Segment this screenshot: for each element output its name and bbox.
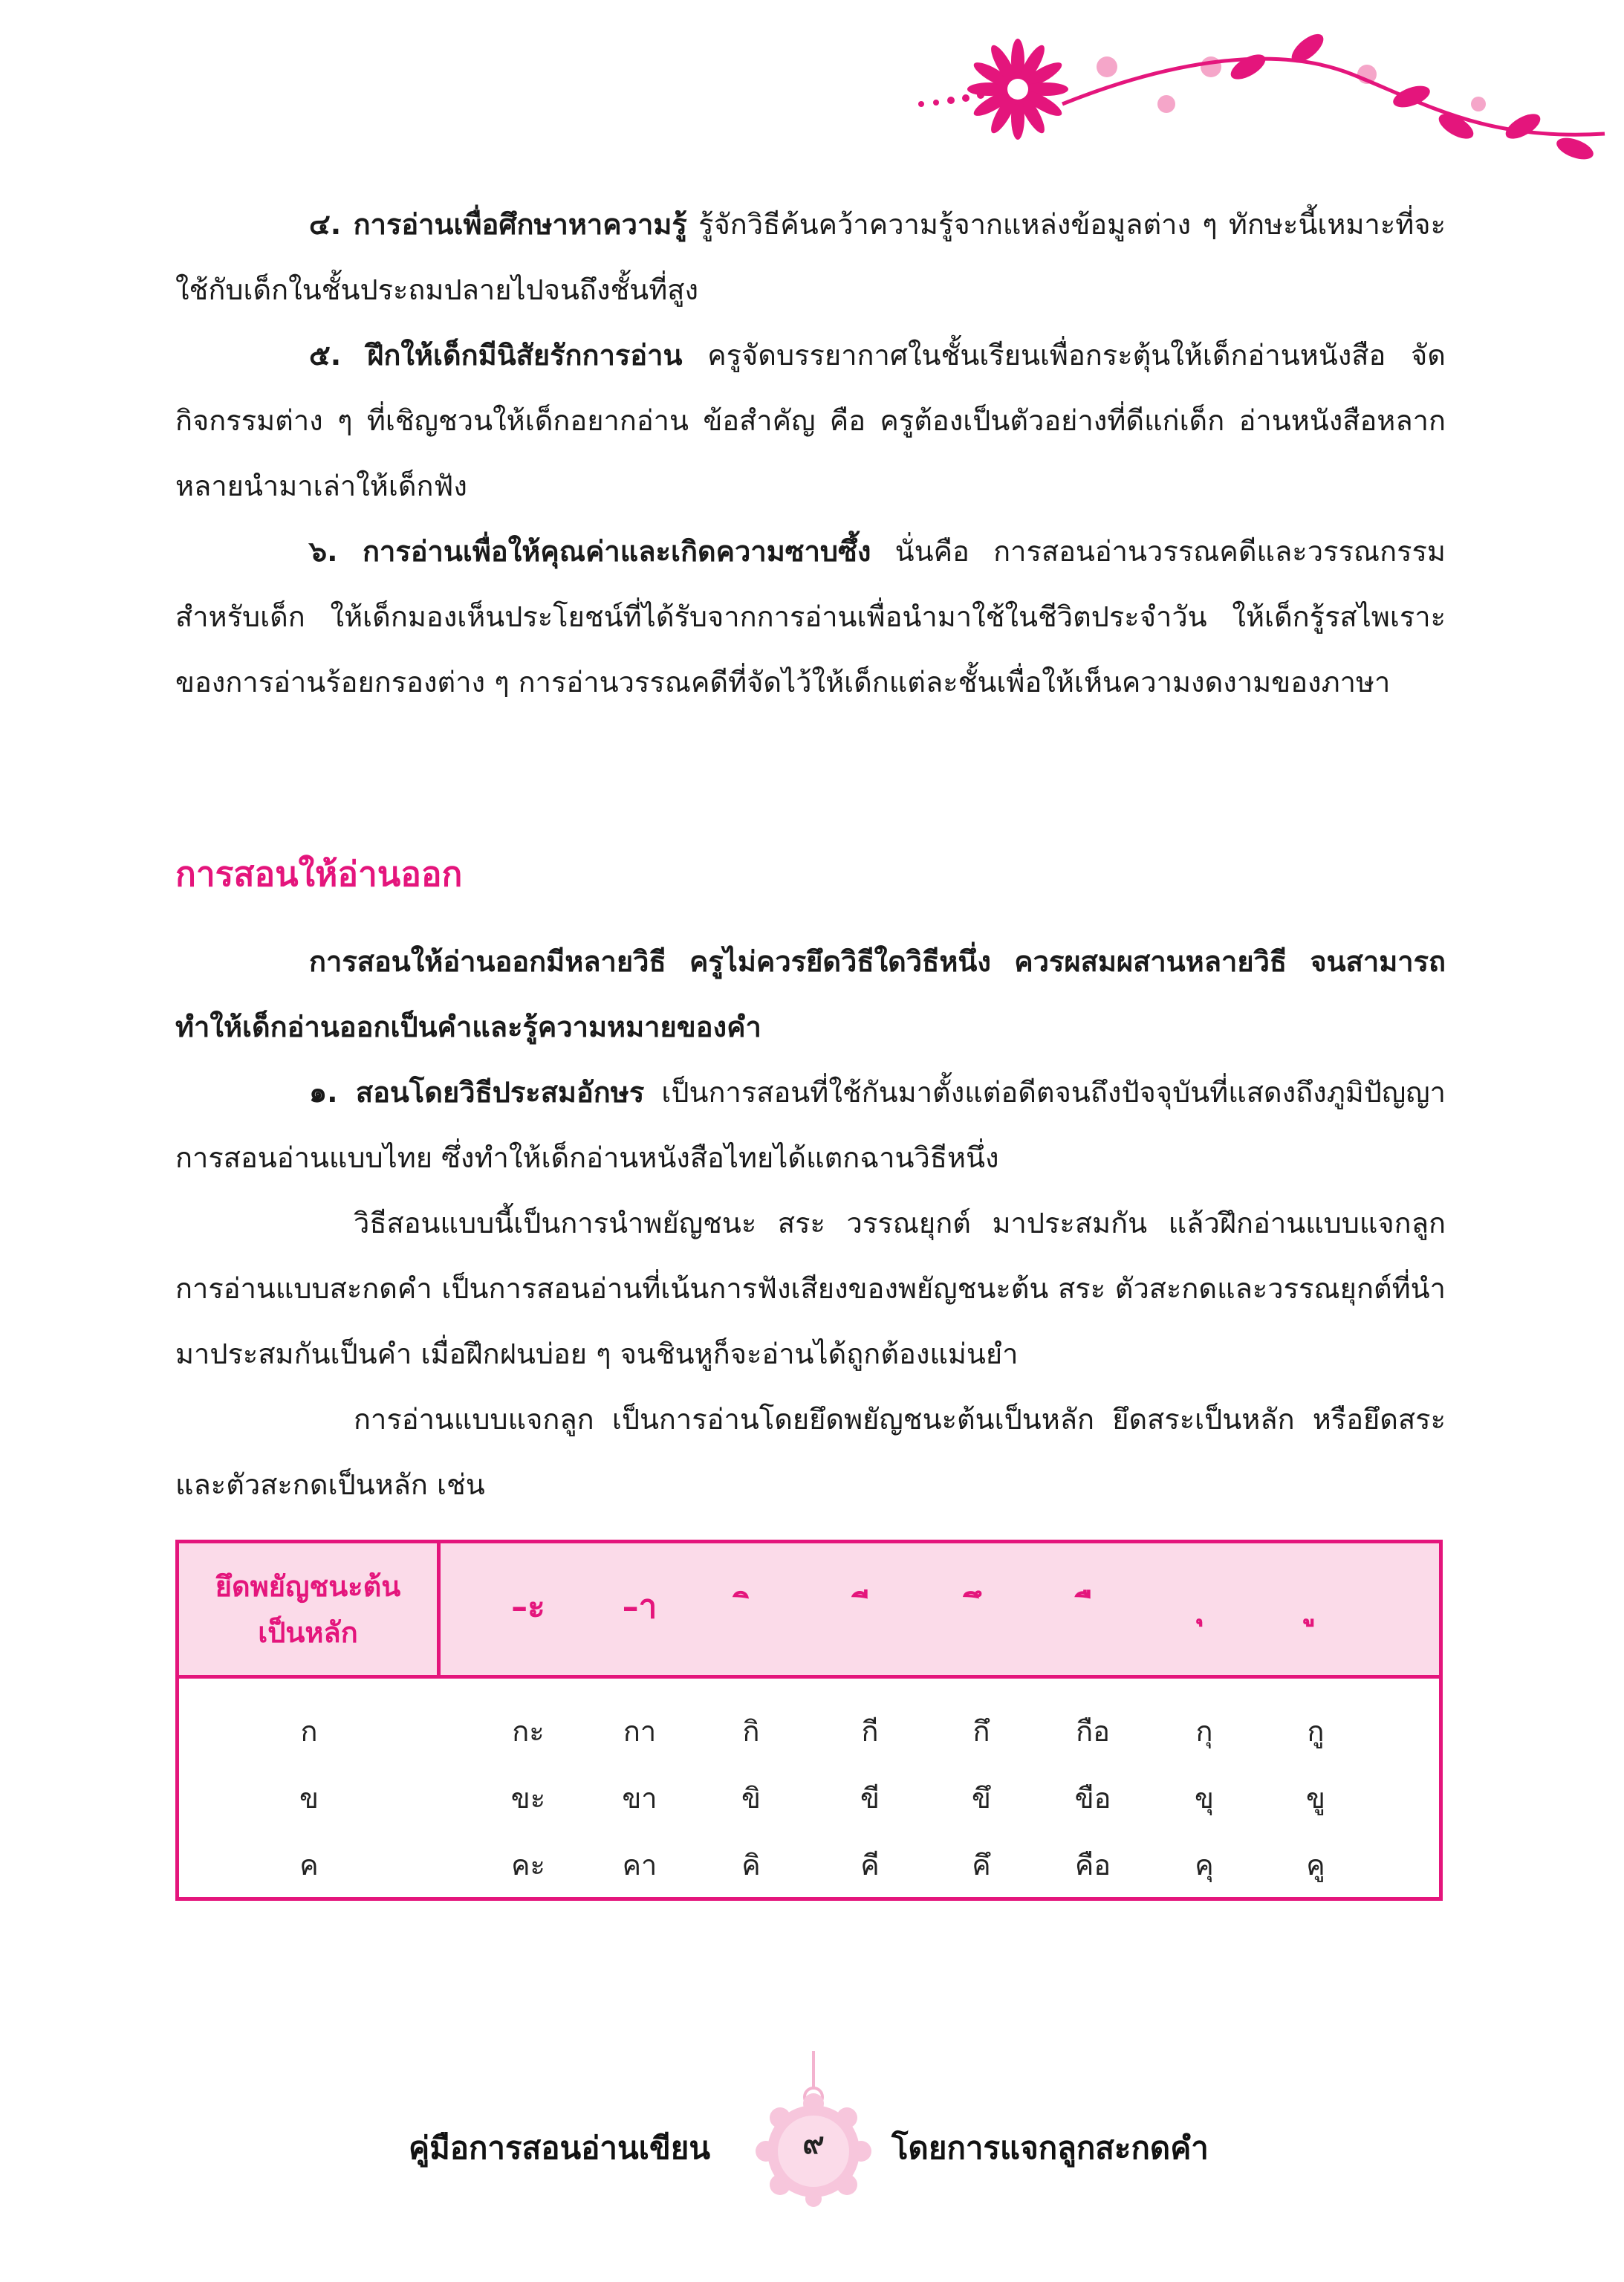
row-consonant: ข — [299, 1782, 319, 1815]
header-consonant-line-1: ยึดพยัญชนะต้น — [215, 1569, 401, 1603]
table-cell: คะ — [511, 1849, 545, 1881]
table-cell: กา — [623, 1715, 657, 1748]
vowel-header — [1260, 1581, 1371, 1633]
paragraph-4-text: รู้จักวิธีค้นคว้าความรู้จากแหล่งข้อมูลต่าง ๆ ทักษะนี้เหมาะที่จะใช้กับเด็กในชั้นประถมปลายไปจนถึงชั้นที่สูง — [175, 208, 1446, 306]
table-cell: คู — [1306, 1849, 1325, 1881]
table-cell: คึ — [972, 1849, 991, 1881]
flower-vine-decoration — [891, 15, 1624, 201]
method-1-text: เป็นการสอนที่ใช้กันมาตั้งแต่อดีตจนถึงปัจจุบันที่แสดงถึงภูมิปัญญาการสอนอ่านแบบไทย ซึ่งทำให้เด็กอ่านหนังสือไทยได้แตกฉานวิธีหนึ่ง — [175, 1076, 1446, 1174]
paragraph-6 — [175, 519, 1446, 715]
table-cell: กะ — [512, 1715, 545, 1748]
page-number: ๙ — [802, 2127, 825, 2161]
method-explanation: วิธีสอนแบบนี้เป็นการนำพยัญชนะ สระ วรรณยุกต์ มาประสมกัน แล้วฝึกอ่านแบบแจกลูก การอ่านแบบสะกดคำ เป็นการสอนอ่านที่เน้นการฟังเสียงของพยัญชนะต้น สระ ตัวสะกดและวรรณยุกต์ที่นำมาประสมกันเป็นคำ เมื่อฝึกฝนบ่อย ๆ จนชินหูก็จะอ่านได้ถูกต้องแม่นยำ — [175, 1207, 1446, 1370]
section-intro-text: การสอนให้อ่านออกมีหลายวิธี ครูไม่ควรยึดวิธีใดวิธีหนึ่ง ควรผสมผสานหลายวิธี จนสามารถทำให้เด็กอ่านออกเป็นคำและรู้ความหมายของคำ — [175, 945, 1446, 1043]
vowel-header — [1037, 1581, 1149, 1633]
method-1-title: ๑. สอนโดยวิธีประสมอักษร — [309, 1076, 645, 1109]
section-intro — [175, 929, 1446, 1060]
vowel-header — [814, 1581, 926, 1633]
row-consonant: ค — [299, 1849, 319, 1881]
paragraph-4 — [175, 192, 1446, 322]
paragraph-5-title: ๕. ฝึกให้เด็กมีนิสัยรักการอ่าน — [309, 339, 683, 372]
section-heading: การสอนให้อ่านออก — [175, 854, 463, 894]
footer-subtitle: โดยการแจกลูกสะกดคำ — [891, 2130, 1209, 2166]
table-cell: คิ — [741, 1849, 761, 1881]
paragraph-5 — [175, 322, 1446, 519]
vowel-header — [1149, 1581, 1260, 1633]
table-cell: ขู — [1306, 1782, 1325, 1815]
header-consonant-base — [179, 1543, 441, 1675]
method-1 — [175, 1060, 1446, 1190]
footer-book-title: คู่มือการสอนอ่านเขียน — [409, 2130, 711, 2166]
vowel-header — [926, 1581, 1037, 1633]
table-cell: กึ — [972, 1715, 990, 1748]
paragraph-6-text: นั่นคือ การสอนอ่านวรรณคดีและวรรณกรรมสำหรับเด็ก ให้เด็กมองเห็นประโยชน์ที่ได้รับจากการอ่านเพื่อนำมาใช้ในชีวิตประจำวัน ให้เด็กรู้รสไพเราะของการอ่านร้อยกรองต่าง ๆ การอ่านวรรณคดีที่จัดไว้ให้เด็กแต่ละชั้นเพื่อให้เห็นความงดงามของภาษา — [175, 535, 1446, 698]
table-cell: คือ — [1074, 1849, 1111, 1881]
table-cell: กือ — [1076, 1715, 1110, 1748]
vowel-header: –ะ — [511, 1588, 545, 1626]
table-cell: ขะ — [510, 1782, 546, 1815]
table-cell: กุ — [1195, 1715, 1213, 1748]
paragraph-6-title: ๖. การอ่านเพื่อให้คุณค่าและเกิดความซาบซึ้ง — [309, 535, 871, 568]
table-cell: กิ — [742, 1715, 760, 1748]
row-consonant: ก — [300, 1715, 318, 1748]
table-cell: คี — [860, 1849, 880, 1881]
vowel-header: –า — [622, 1588, 657, 1626]
vowel-header — [695, 1581, 807, 1633]
paragraph-4-title: ๔. การอ่านเพื่อศึกษาหาความรู้ — [309, 208, 687, 241]
table-cell: กี — [861, 1715, 879, 1748]
paragraph-5-text: ครูจัดบรรยากาศในชั้นเรียนเพื่อกระตุ้นให้เด็กอ่านหนังสือ จัดกิจกรรมต่าง ๆ ที่เชิญชวนให้เด็กอยากอ่าน ข้อสำคัญ คือ ครูต้องเป็นตัวอย่างที่ดีแก่เด็ก อ่านหนังสือหลากหลายนำมาเล่าให้เด็กฟัง — [175, 339, 1446, 502]
table-cell: กู — [1307, 1715, 1325, 1748]
table-cell: ขึ — [972, 1782, 991, 1815]
table-cell: ขือ — [1074, 1782, 1111, 1815]
table-cell: ขา — [622, 1782, 657, 1815]
method-example-intro: การอ่านแบบแจกลูก เป็นการอ่านโดยยึดพยัญชนะต้นเป็นหลัก ยึดสระเป็นหลัก หรือยึดสระ และตัวสะกดเป็นหลัก เช่น — [175, 1403, 1446, 1501]
spelling-table — [175, 1540, 1443, 1901]
table-cell: คุ — [1195, 1849, 1214, 1881]
header-consonant-line-2: เป็นหลัก — [258, 1615, 358, 1649]
table-cell: ขิ — [741, 1782, 761, 1815]
table-cell: ขี — [860, 1782, 880, 1815]
table-header — [179, 1543, 1439, 1679]
table-cell: คา — [622, 1849, 657, 1881]
table-cell: ขุ — [1195, 1782, 1214, 1815]
